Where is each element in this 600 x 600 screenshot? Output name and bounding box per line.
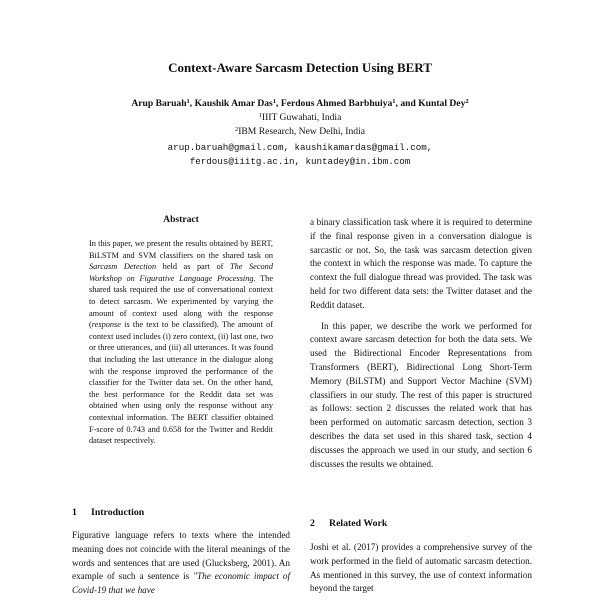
author-affil-mark: 1 [392, 98, 396, 105]
paragraph: a binary classification task where it is required to determine if the final response given in a conversation dialogue is sarcastic or not. So, the task was sarcasm detection given the context in which the response was made. To capture the context the full dialogue thread was provided. The task was held for two different data sets: the Twitter dataset and the Reddit dataset. [310, 217, 532, 310]
author-emails-line-1: arup.baruah@gmail.com, kaushikamardas@gmail.com, [167, 142, 433, 153]
affiliation-2: $^2$IBM Research, New Delhi, India [234, 126, 366, 137]
author-emails-line-2: ferdous@iiitg.ac.in, kuntadey@in.ibm.com [189, 156, 411, 167]
paragraph: In this paper, we describe the work we performed for context aware sarcasm detection for both the data sets. We used the Bidirectional Encoder Representations from Transformers (BERT), Bidirectional Long Short-Term Memory (BiLSTM) and Support Vector Machine (SVM) classifiers in our study. The rest of this paper is structured as follows: section 2 discusses the related work that has been performed on automatic sarcasm detection, section 3 describes the data set used in this shared task, section 4 discusses the approach we used in our study, and section 6 discusses the results we obtained. [310, 320, 532, 469]
author-affil-mark: 1 [272, 98, 277, 105]
paper-title: Context-Aware Sarcasm Detection Using BERT [168, 60, 432, 75]
right-column-body [310, 216, 532, 471]
author-name: Kuntal Dey [418, 98, 466, 109]
section-heading-related-work [310, 518, 387, 529]
author-name: Arup Baruah [131, 98, 187, 109]
section-title: Introduction [91, 507, 145, 518]
abstract-body: In this paper, we present the results obtained by BERT, BiLSTM and SVM classifiers on the shared task on Sarcasm Detection held as part of The Second Workshop on Figurative Language Processing. The shared task required the use of conversational context to detect sarcasm. We experimented by varying the amount of context used along with the response (response is the text to be classified). The amount of context used includes (i) zero context, (ii) last one, two or three utterances, and (iii) all utterances. It was found that including the last utterance in the dialogue along with the response improved the performance of the classifier for the Twitter data set. On the other hand, the best performance for the Reddit data set was obtained when using only the response without any contextual information. The BERT classifier obtained F-score of 0.743 and 0.658 for the Twitter and Reddit dataset respectively. [89, 239, 273, 446]
section-title: Related Work [329, 518, 388, 529]
section-number: 1 [72, 507, 77, 518]
author-affil-mark: 2 [465, 98, 469, 105]
author-name: Ferdous Ahmed Barbhuiya [280, 98, 393, 109]
author-affil-mark: 1 [186, 98, 190, 105]
abstract-heading: Abstract [163, 214, 199, 225]
author-name: Kaushik Amar Das [194, 98, 273, 109]
author-list: Arup Baruah$^1$, Kaushik Amar Das$^1$, Ferdous Ahmed Barbhuiya$^1$, and Kuntal Dey$^2$ [131, 98, 469, 109]
section-heading-introduction [72, 507, 144, 518]
introduction-body: Figurative language refers to texts where the intended meaning does not coincide with the literal meanings of the words and sentences that are used (Glucksberg, 2001). An example of such a sentence is "The economic impact of Covid-19 that we have [72, 530, 290, 596]
related-work-body: Joshi et al. (2017) provides a comprehensive survey of the work performed in the field of automatic sarcasm detection. As mentioned in this survey, the use of context information beyond the target [310, 542, 532, 594]
affiliation-1: $^1$IIIT Guwahati, India [258, 112, 342, 123]
section-number: 2 [310, 518, 315, 529]
